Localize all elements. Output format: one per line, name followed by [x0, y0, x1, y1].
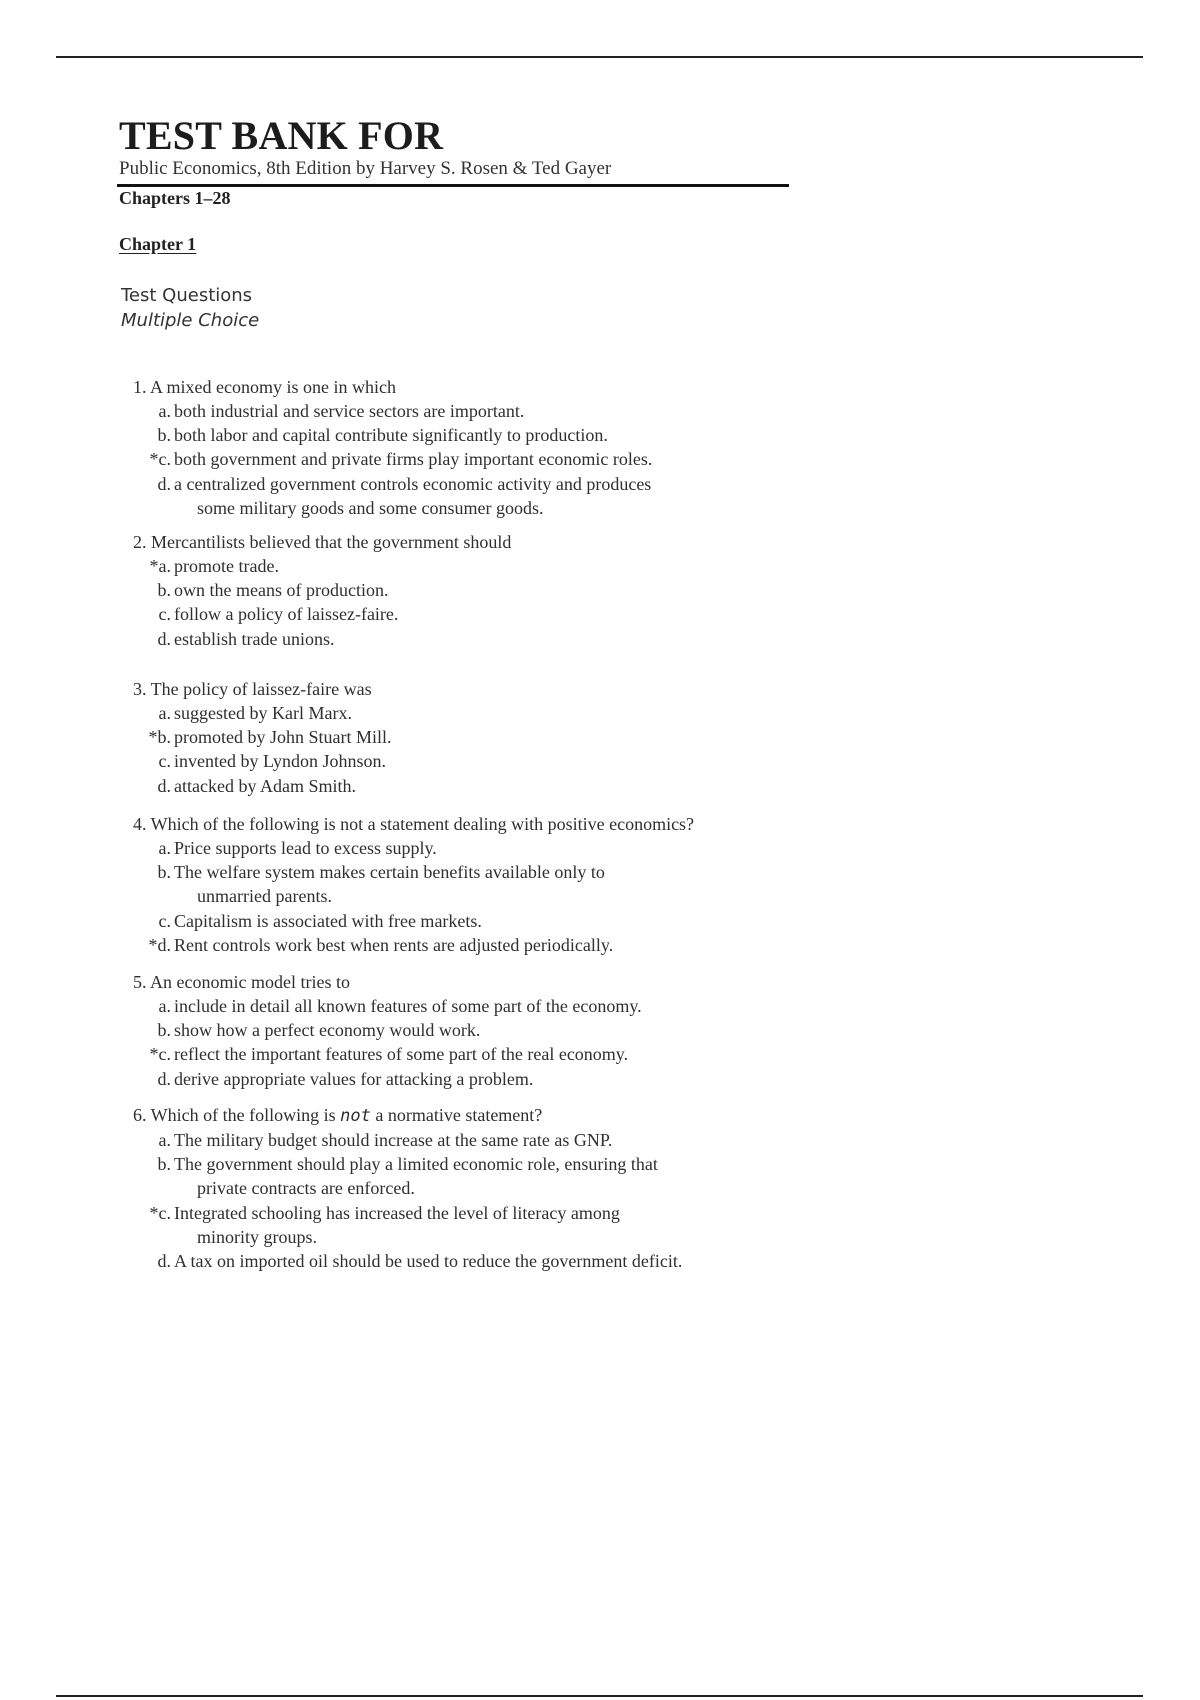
choice-3c [133, 749, 793, 773]
chapter-heading: Chapter 1 [119, 234, 197, 254]
choice-2b [133, 578, 793, 602]
choice-text: Price supports lead to excess supply. [174, 838, 437, 858]
choice-text-continued: private contracts are enforced. [197, 1178, 415, 1199]
choice-letter: a. [158, 996, 171, 1016]
question-stem-emphasis: not [340, 1106, 371, 1126]
question-1 [133, 375, 793, 520]
choice-letter: b. [157, 580, 171, 601]
choice-text-continued: unmarried parents. [197, 886, 332, 907]
chapters-range: Chapters 1–28 [119, 188, 231, 208]
choice-1b [133, 423, 793, 447]
choice-letter: d. [157, 775, 171, 796]
choice-letter: d. [157, 473, 171, 494]
choice-1d [133, 472, 793, 520]
choice-letter: a. [158, 1130, 171, 1150]
question-stem: 4. Which of the following is not a statement dealing with positive economics? [133, 814, 695, 834]
choice-text: attacked by Adam Smith. [174, 775, 356, 796]
choice-text: Rent controls work best when rents are adjusted periodically. [174, 934, 614, 955]
choice-letter: c. [158, 604, 171, 625]
choice-text: both government and private firms play important economic roles. [174, 449, 653, 470]
choice-text: The government should play a limited economic role, ensuring that [174, 1154, 658, 1175]
choice-5a [133, 994, 793, 1018]
question-4 [133, 812, 793, 957]
choice-text: both industrial and service sectors are important. [174, 401, 525, 421]
choice-text-continued: minority groups. [197, 1226, 317, 1247]
choice-letter: *d. [148, 934, 171, 955]
question-stem [133, 1103, 793, 1128]
choice-letter: c. [158, 910, 171, 931]
choice-text: a centralized government controls economic activity and produces [174, 473, 652, 494]
section-heading: Test Questions [121, 285, 253, 306]
top-rule [56, 56, 1143, 58]
choice-5c [133, 1042, 793, 1066]
question-5 [133, 970, 793, 1091]
question-stem: 2. Mercantilists believed that the government should [133, 532, 512, 552]
document-title: TEST BANK FOR [119, 113, 444, 158]
choice-letter: a. [158, 703, 171, 723]
choice-text: A tax on imported oil should be used to reduce the government deficit. [174, 1251, 683, 1272]
choice-text: Capitalism is associated with free markets. [174, 910, 482, 931]
choice-3a [133, 701, 793, 725]
choice-text: promoted by John Stuart Mill. [174, 727, 392, 748]
choice-5b [133, 1018, 793, 1042]
choice-letter: b. [157, 1020, 171, 1041]
choice-text: follow a policy of laissez-faire. [174, 604, 399, 625]
choice-6b [133, 1152, 793, 1200]
choice-4a [133, 836, 793, 860]
choice-letter: b. [157, 1154, 171, 1175]
choice-letter: d. [157, 1068, 171, 1089]
choice-letter: b. [157, 862, 171, 883]
choice-letter: d. [157, 628, 171, 649]
document-subtitle: Public Economics, 8th Edition by Harvey S. Rosen & Ted Gayer [119, 158, 612, 179]
choice-text: show how a perfect economy would work. [174, 1020, 481, 1041]
choice-text: reflect the important features of some part of the real economy. [174, 1044, 629, 1065]
choice-text: The welfare system makes certain benefits available only to [174, 862, 605, 883]
bottom-rule [56, 1695, 1143, 1697]
choice-letter: *b. [148, 727, 171, 748]
choice-letter: *c. [149, 1202, 171, 1223]
choice-letter: a. [158, 401, 171, 421]
question-stem: 1. A mixed economy is one in which [133, 377, 396, 397]
question-3 [133, 677, 793, 798]
choice-4c [133, 909, 793, 933]
choice-letter: *c. [149, 449, 171, 470]
choice-text: both labor and capital contribute significantly to production. [174, 425, 608, 446]
choice-2c [133, 602, 793, 626]
choice-letter: *c. [149, 1044, 171, 1065]
choice-3d [133, 774, 793, 798]
choice-letter: c. [158, 751, 171, 772]
choice-text: promote trade. [174, 556, 279, 576]
question-2 [133, 530, 793, 651]
question-stem-end: a normative statement? [370, 1105, 543, 1125]
choice-4d [133, 933, 793, 957]
choice-6d [133, 1249, 793, 1273]
section-subheading: Multiple Choice [121, 310, 260, 331]
choice-1a [133, 399, 793, 423]
choice-letter: b. [157, 425, 171, 446]
choice-letter: *a. [149, 556, 171, 576]
choice-5d [133, 1067, 793, 1091]
choice-6a [133, 1128, 793, 1152]
question-stem-start: 6. Which of the following is [133, 1105, 341, 1125]
choice-letter: d. [157, 1251, 171, 1272]
choice-1c [133, 447, 793, 471]
choice-6c [133, 1201, 793, 1249]
choice-text: Integrated schooling has increased the level of literacy among [174, 1202, 620, 1223]
choice-text: suggested by Karl Marx. [174, 703, 352, 723]
question-6 [133, 1103, 793, 1273]
question-stem: 3. The policy of laissez-faire was [133, 679, 372, 699]
choice-3b [133, 725, 793, 749]
choice-text: own the means of production. [174, 580, 389, 601]
choice-text-continued: some military goods and some consumer goods. [197, 497, 544, 518]
choice-4b [133, 860, 793, 908]
choice-text: include in detail all known features of some part of the economy. [174, 996, 642, 1016]
choice-text: invented by Lyndon Johnson. [174, 751, 386, 772]
choice-2a [133, 554, 793, 578]
choice-text: establish trade unions. [174, 628, 335, 649]
choice-text: The military budget should increase at the same rate as GNP. [174, 1130, 613, 1150]
choice-2d [133, 627, 793, 651]
choice-text: derive appropriate values for attacking a problem. [174, 1068, 534, 1089]
question-stem: 5. An economic model tries to [133, 972, 350, 992]
choice-letter: a. [158, 838, 171, 858]
